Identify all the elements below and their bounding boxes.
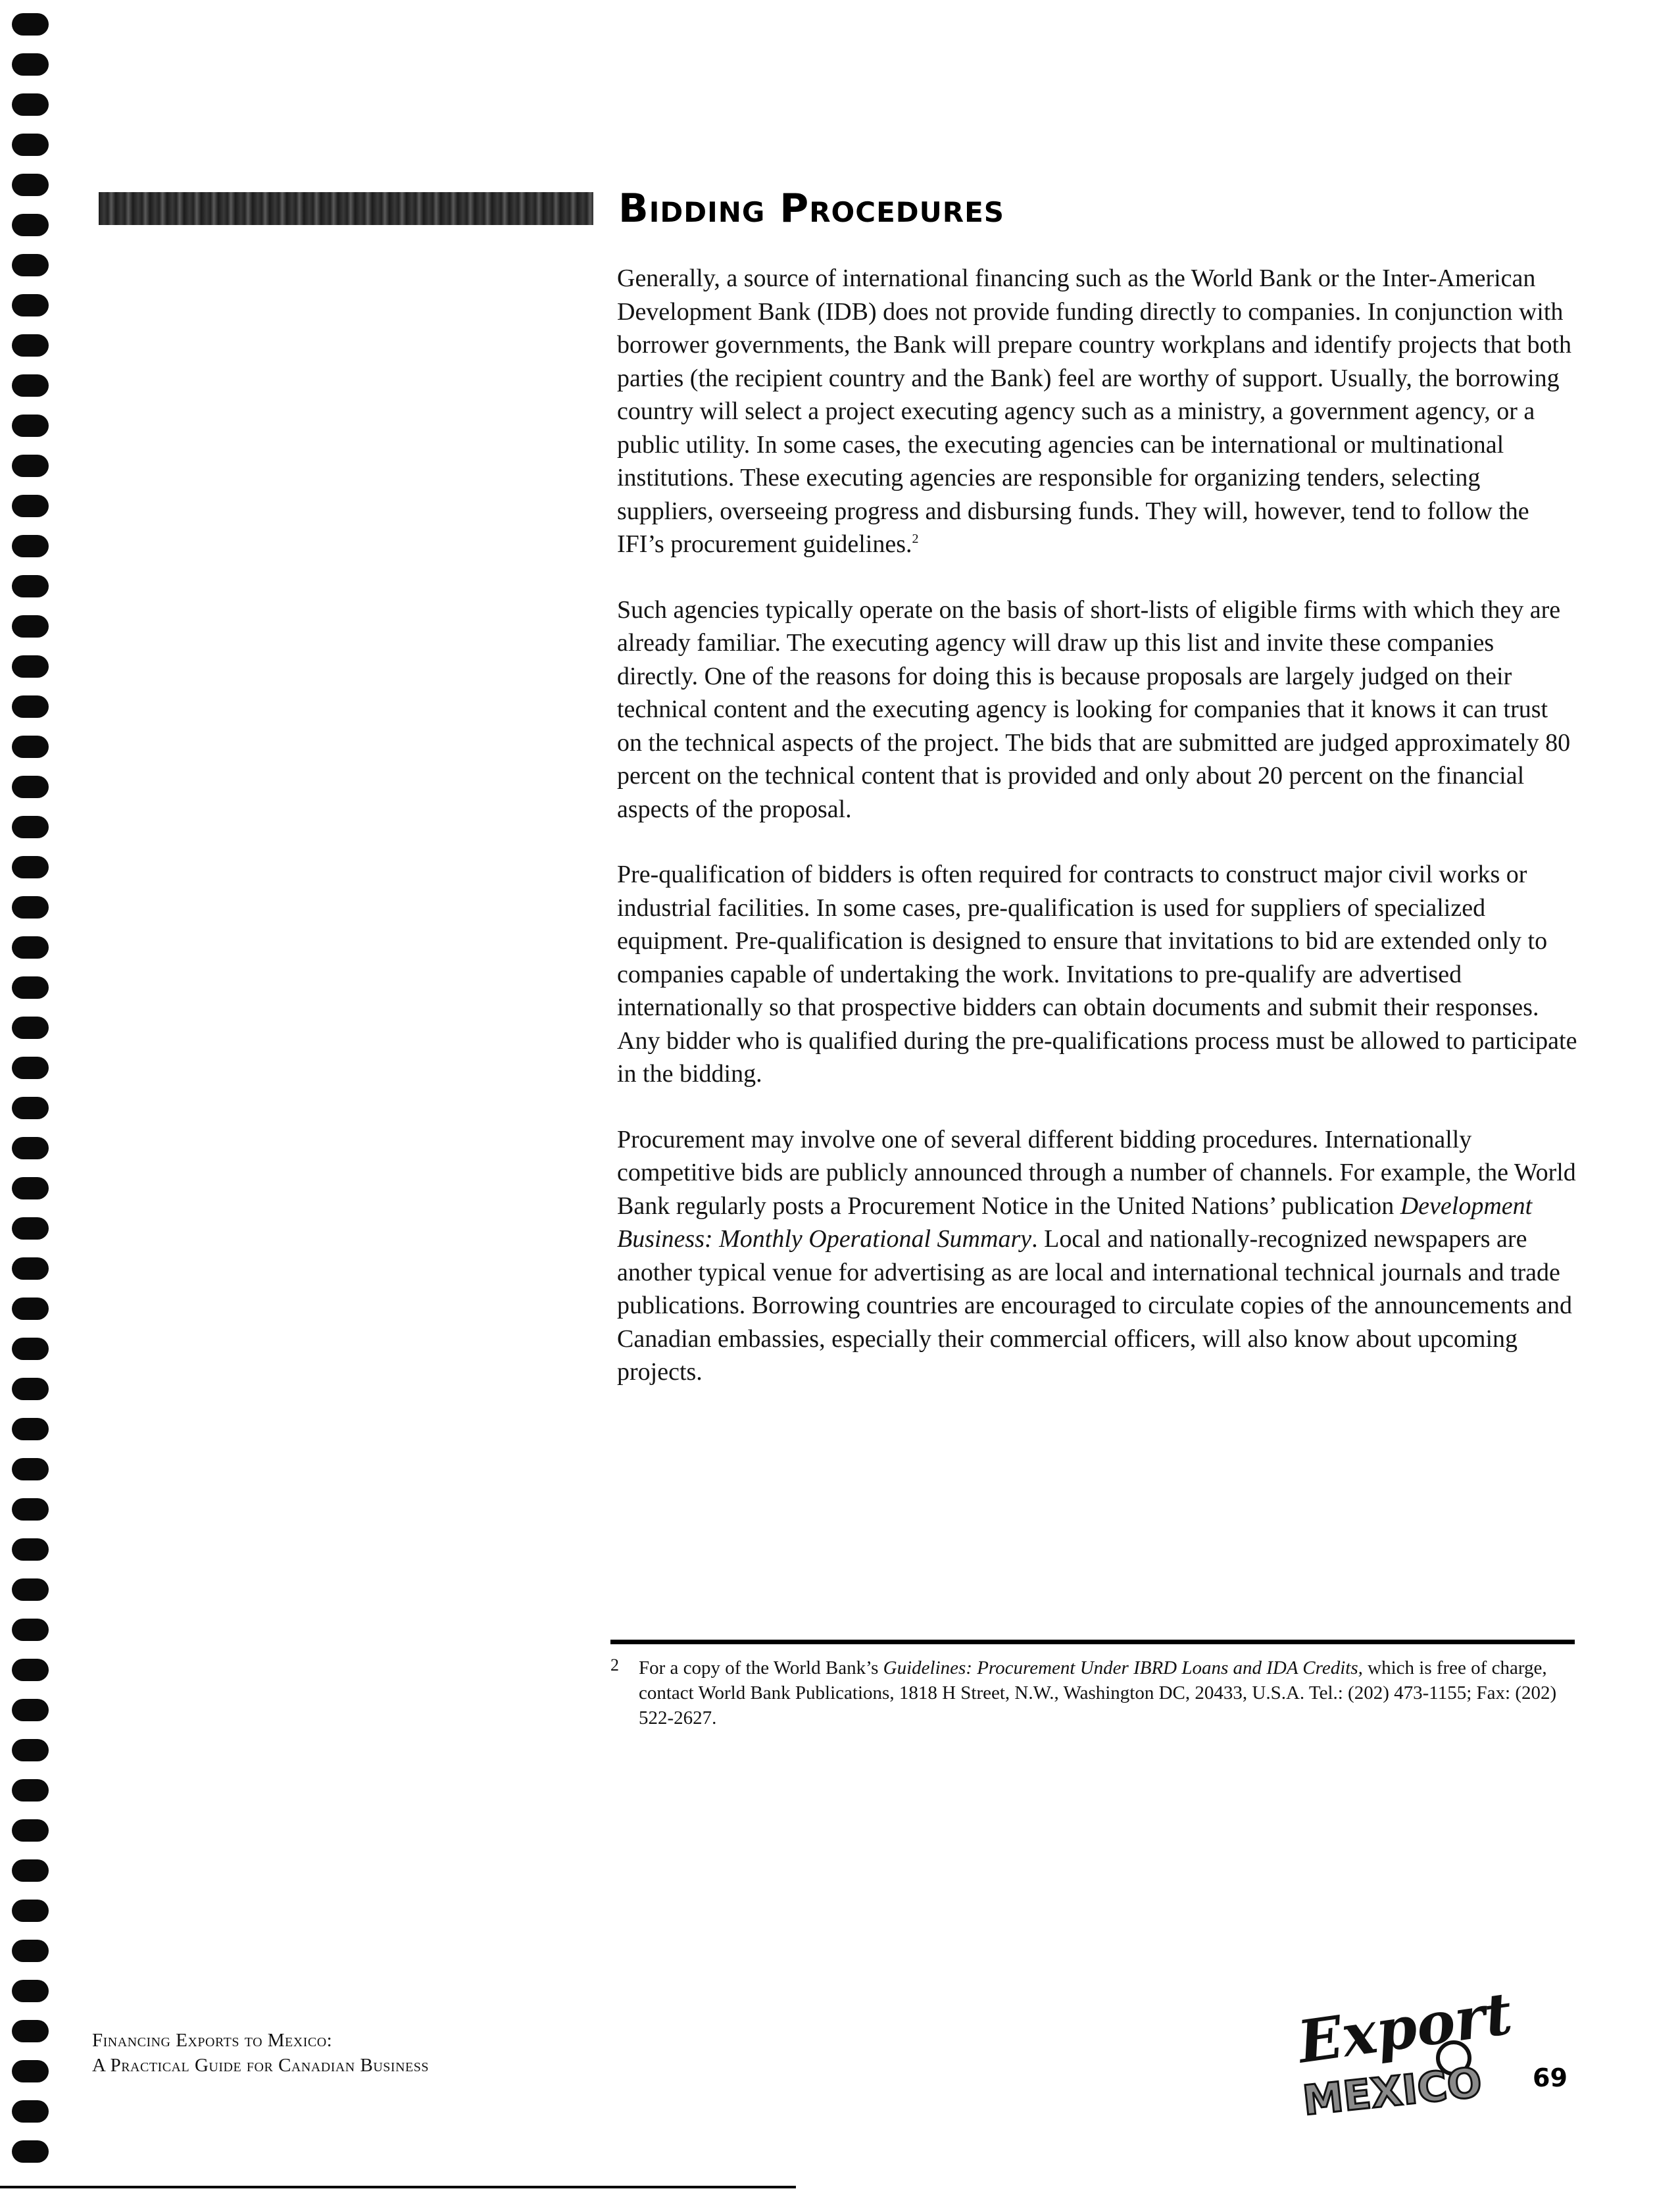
binding-hole [12,374,49,397]
binding-hole [12,1257,49,1280]
section-marker-bar [99,192,593,225]
binding-hole [12,1739,49,1761]
page-bottom-rule [0,2186,796,2188]
binding-hole [12,816,49,838]
binding-hole [12,936,49,959]
binding-hole [12,1779,49,1802]
binding-hole [12,655,49,678]
binding-hole [12,2100,49,2123]
binding-hole [12,13,49,36]
paragraph-4-text-end: . Local and nationally-recognized newspapers are another typical venue for advertising as are local and international technical journals and trade publications. Borrowing countries are encouraged to circulate copies of the announcements and Canadian embassies, especially their commercial officers, will also know about upcoming projects. [617,1225,1572,1386]
binding-hole [12,1980,49,2002]
logo-script-word: Export [1293,1979,1516,2077]
binding-hole [12,1900,49,1922]
binding-hole [12,976,49,999]
paragraph-1-text: Generally, a source of international financing such as the World Bank or the Inter-American Development Bank (IDB) does not provide funding directly to companies. In conjunction with borrower governments, the Bank will prepare country workplans and identify projects that both parties (the recipient country and the Bank) feel are worthy of support. Usually, the borrowing country will select a project executing agency such as a ministry, a government agency, or a public utility. In some cases, the executing agencies can be international or multinational institutions. These executing agencies are responsible for organizing tenders, selecting suppliers, overseeing progress and disbursing funds. They will, however, tend to follow the IFI’s procurement guidelines. [617,265,1571,558]
footnote-reference: 2 [912,532,919,546]
binding-hole [12,1578,49,1601]
publication-title: Development Business: Monthly Operational Summary [617,1192,1533,1253]
paragraph-1 [617,262,1577,561]
footnote-text-end: which is free of charge, contact World Bank Publications, 1818 H Street, N.W., Washington DC, 20433, U.S.A. Tel.: (202) 473-1155; Fax: (202) 522-2627. [639,1657,1557,1728]
running-footer [92,2028,429,2078]
binding-hole [12,615,49,638]
binding-hole [12,535,49,557]
binding-hole [12,1940,49,1962]
binding-hole [12,1097,49,1119]
binding-hole [12,1498,49,1521]
binding-hole [12,896,49,919]
binding-hole [12,2140,49,2163]
footnote-divider [610,1640,1575,1644]
binding-hole [12,1538,49,1561]
binding-hole [12,415,49,437]
paragraph-2: Such agencies typically operate on the basis of short-lists of eligible firms with which they are already familiar. The executing agency will draw up this list and invite these companies directly. One of the reasons for doing this is because proposals are largely judged on their technical content and the executing agency is looking for companies that it knows it can trust on the technical aspects of the project. The bids that are submitted are judged approximately 80 percent on the technical content that is provided and only about 20 percent on the financial aspects of the proposal. [617,595,1571,823]
binding-hole [12,1819,49,1842]
body-text [617,262,1577,1421]
binding-hole [12,455,49,477]
footnote [610,1655,1571,1730]
binding-hole [12,1458,49,1480]
binding-hole [12,134,49,156]
binding-hole [12,495,49,517]
binding-hole [12,1859,49,1882]
spiral-binding [12,0,49,2193]
binding-hole [12,2060,49,2082]
binding-hole [12,214,49,236]
binding-hole [12,1699,49,1721]
guidelines-title: Guidelines: Procurement Under IBRD Loans and IDA Credits, [883,1657,1363,1678]
footer-title-line-1: Financing Exports to Mexico: [92,2030,333,2051]
binding-hole [12,1057,49,1079]
paragraph-3: Pre-qualification of bidders is often required for contracts to construct major civil works or industrial facilities. In some cases, pre-qualification is used for suppliers of specialized equipment. Pre-qualification is designed to ensure that invitations to bid are extended only to companies capable of undertaking the work. Invitations to pre-qualify are advertised internationally so that prospective bidders can obtain documents and submit their responses. Any bidder who is qualified during the pre-qualifications process must be allowed to participate in the bidding. [617,861,1577,1088]
paragraph-4-text-start: Procurement may involve one of several different bidding procedures. Internationally competitive bids are publicly announced through a number of channels. For example, the World Bank regularly posts a Procurement Notice in the United Nations’ publication [617,1125,1576,1220]
binding-hole [12,575,49,597]
binding-hole [12,93,49,116]
binding-hole [12,1659,49,1681]
paragraph-4 [617,1123,1577,1389]
footer-title-line-2: A Practical Guide for Canadian Business [92,2055,429,2076]
binding-hole [12,2020,49,2042]
binding-hole [12,1619,49,1641]
binding-hole [12,1418,49,1440]
binding-hole [12,1017,49,1039]
binding-hole [12,776,49,798]
binding-hole [12,174,49,196]
binding-hole [12,695,49,718]
page-heading: Bidding Procedures [618,186,1005,232]
binding-hole [12,254,49,276]
binding-hole [12,736,49,758]
page-number: 69 [1533,2063,1568,2092]
logo-block-word: MEXICO [1300,2057,1485,2125]
footnote-text [639,1655,1571,1730]
binding-hole [12,1217,49,1240]
binding-hole [12,334,49,357]
binding-hole [12,1298,49,1320]
binding-hole [12,1378,49,1400]
binding-hole [12,1177,49,1199]
binding-hole [12,53,49,76]
footnote-text-start: For a copy of the World Bank’s [639,1657,883,1678]
binding-hole [12,856,49,878]
footnote-number: 2 [610,1655,619,1675]
binding-hole [12,294,49,316]
export-mexico-logo [1288,1979,1516,2125]
binding-hole [12,1338,49,1360]
binding-hole [12,1137,49,1159]
